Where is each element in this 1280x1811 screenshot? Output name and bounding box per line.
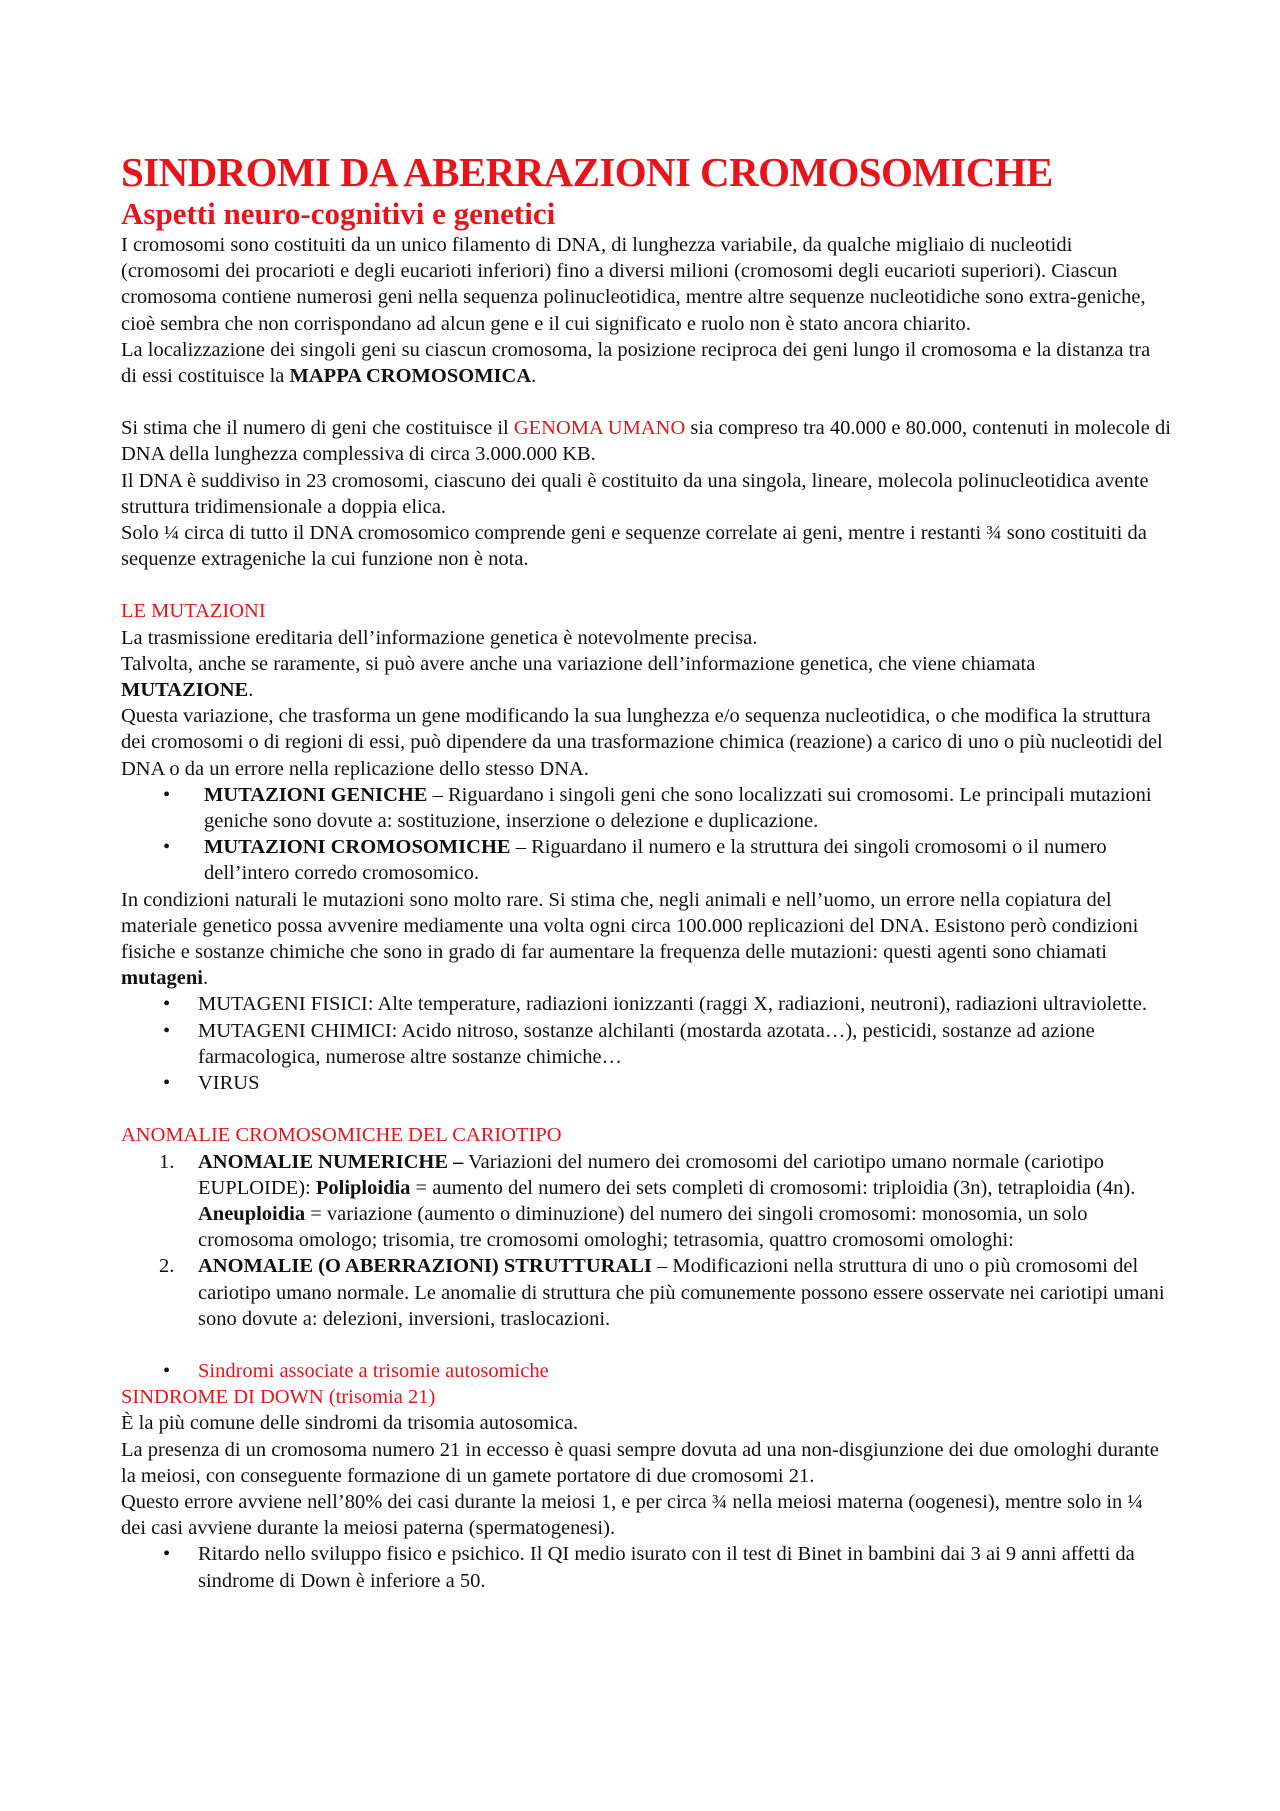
paragraph-mutageni: In condizioni naturali le mutazioni sono molto rare. Si stima che, negli animali e nell’uomo, un errore nella copiatura del materiale genetico possa avvenire mediamente una volta ogni circa 100.000 replicazioni del DNA. Esistono però condizioni fisiche e sostanze chimiche che sono in grado di far aumentare la frequenza delle mutazioni: questi agenti sono chiamati mutageni. <box>121 888 1139 990</box>
paragraph-down-cromosoma: La presenza di un cromosoma numero 21 in eccesso è quasi sempre dovuta ad una non-disgiunzione dei due omologhi durante la meiosi, con conseguente formazione di un gamete portatore di due cromosomi 21. <box>121 1438 1159 1487</box>
mutazioni-list <box>121 782 1171 887</box>
paragraph-trasformazione: Questa variazione, che trasforma un gene modificando la sua lunghezza e/o sequenza nucleotidica, o che modifica la struttura dei cromosomi o di regioni di essi, può dipendere da una trasformazione chimica (reazione) a carico di uno o più nucleotidi del DNA o da un errore nella replicazione dello stesso DNA. <box>121 705 1163 780</box>
list-item: • Ritardo nello sviluppo fisico e psichico. Il QI medio isurato con il test di Binet in bambini dai 3 ai 9 anni affetti da sindrome di Down è inferiore a 50. <box>121 1541 1171 1593</box>
mutageni-list <box>121 991 1171 1096</box>
list-item: • MUTAGENI CHIMICI: Acido nitroso, sostanze alchilanti (mostarda azotata…), pesticidi, sostanze ad azione farmacologica, numerose altre sostanze chimiche… <box>121 1018 1171 1070</box>
document-title: SINDROMI DA ABERRAZIONI CROMOSOMICHE <box>121 149 1053 195</box>
list-item: • MUTAZIONI CROMOSOMICHE – Riguardano il numero e la struttura dei singoli cromosomi o il numero dell’intero corredo cromosomico. <box>121 834 1171 886</box>
term-mutageni: mutageni <box>121 967 203 990</box>
paragraph-mappa: La localizzazione dei singoli geni su ciascun cromosoma, la posizione reciproca dei geni lungo il cromosoma e la distanza tra di essi costituisce la MAPPA CROMOSOMICA. <box>121 338 1151 388</box>
paragraph-cromosomi: I cromosomi sono costituiti da un unico filamento di DNA, di lunghezza variabile, da qualche migliaio di nucleotidi (cromosomi dei procarioti e degli eucarioti inferiori) fino a diversi milioni (cromosomi degli eucarioti superiori). Ciascun cromosoma contiene numerosi geni nella sequenza polinucleotidica, mentre altre sequenze nucleotidiche sono extra-geniche, cioè sembra che non corrispondano ad alcun gene e il cui significato e ruolo non è stato ancora chiarito. <box>121 234 1146 335</box>
term-genoma-umano: GENOMA UMANO <box>513 417 686 440</box>
paragraph-down-comune: È la più comune delle sindromi da trisomia autosomica. <box>121 1412 579 1435</box>
list-item: • VIRUS <box>121 1070 1171 1096</box>
document-subtitle: Aspetti neuro-cognitivi e genetici <box>121 196 556 231</box>
term-mappa-cromosomica: MAPPA CROMOSOMICA <box>289 365 532 388</box>
anomalie-list <box>121 1149 1171 1332</box>
list-item: • MUTAZIONI GENICHE – Riguardano i singoli geni che sono localizzati sui cromosomi. Le principali mutazioni geniche sono dovute a: sostituzione, inserzione o delezione e duplicazione. <box>121 782 1171 834</box>
list-item: • MUTAGENI FISICI: Alte temperature, radiazioni ionizzanti (raggi X, radiazioni, neutroni), radiazioni ultraviolette. <box>121 991 1171 1017</box>
down-list <box>121 1541 1171 1593</box>
paragraph-genoma: Si stima che il numero di geni che costituisce il GENOMA UMANO sia compreso tra 40.000 e 80.000, contenuti in molecole di DNA della lunghezza complessiva di circa 3.000.000 KB. <box>121 417 1171 466</box>
heading-mutazioni: LE MUTAZIONI <box>121 600 266 623</box>
paragraph-dna-23: Il DNA è suddiviso in 23 cromosomi, ciascuno dei quali è costituito da una singola, lineare, molecola polinucleotidica avente struttura tridimensionale a doppia elica. <box>121 469 1149 518</box>
heading-anomalie: ANOMALIE CROMOSOMICHE DEL CARIOTIPO <box>121 1124 562 1147</box>
document-page <box>121 148 1171 1594</box>
heading-down: SINDROME DI DOWN (trisomia 21) <box>121 1386 436 1409</box>
paragraph-variazione: Talvolta, anche se raramente, si può avere anche una variazione dell’informazione genetica, che viene chiamata MUTAZIONE. <box>121 652 1036 702</box>
paragraph-dna-quarto: Solo ¼ circa di tutto il DNA cromosomico comprende geni e sequenze correlate ai geni, mentre i restanti ¾ sono costituiti da sequenze extrageniche la cui funzione non è nota. <box>121 522 1147 571</box>
list-item: 2. ANOMALIE (O ABERRAZIONI) STRUTTURALI – Modificazioni nella struttura di uno o più cromosomi del cariotipo umano normale. Le anomalie di struttura che più comunemente possono essere osservate nei cariotipi umani sono dovute a: delezioni, inversioni, traslocazioni. <box>159 1255 1165 1330</box>
list-item: 1. ANOMALIE NUMERICHE – Variazioni del numero dei cromosomi del cariotipo umano normale (cariotipo EUPLOIDE): Poliploidia = aumento del numero dei sets completi di cromosomi: triploidia (3n), tetraploidia (4n). Aneuploidia = variazione (aumento o diminuzione) del numero dei singoli cromosomi: monosomia, un solo cromosoma omologo; trisomia, tre cromosomi omologhi; tetrasomia, quattro cromosomi omologhi: <box>159 1150 1136 1252</box>
term-mutazione: MUTAZIONE <box>121 679 249 702</box>
paragraph-down-errore: Questo errore avviene nell’80% dei casi durante la meiosi 1, e per circa ¾ nella meiosi materna (oogenesi), mentre solo in ¼ dei casi avviene durante la meiosi paterna (spermatogenesi). <box>121 1490 1143 1540</box>
paragraph-trasmissione: La trasmissione ereditaria dell’informazione genetica è notevolmente precisa. <box>121 626 758 649</box>
bullet-sindromi-trisomie: • Sindromi associate a trisomie autosomiche <box>121 1358 1171 1384</box>
